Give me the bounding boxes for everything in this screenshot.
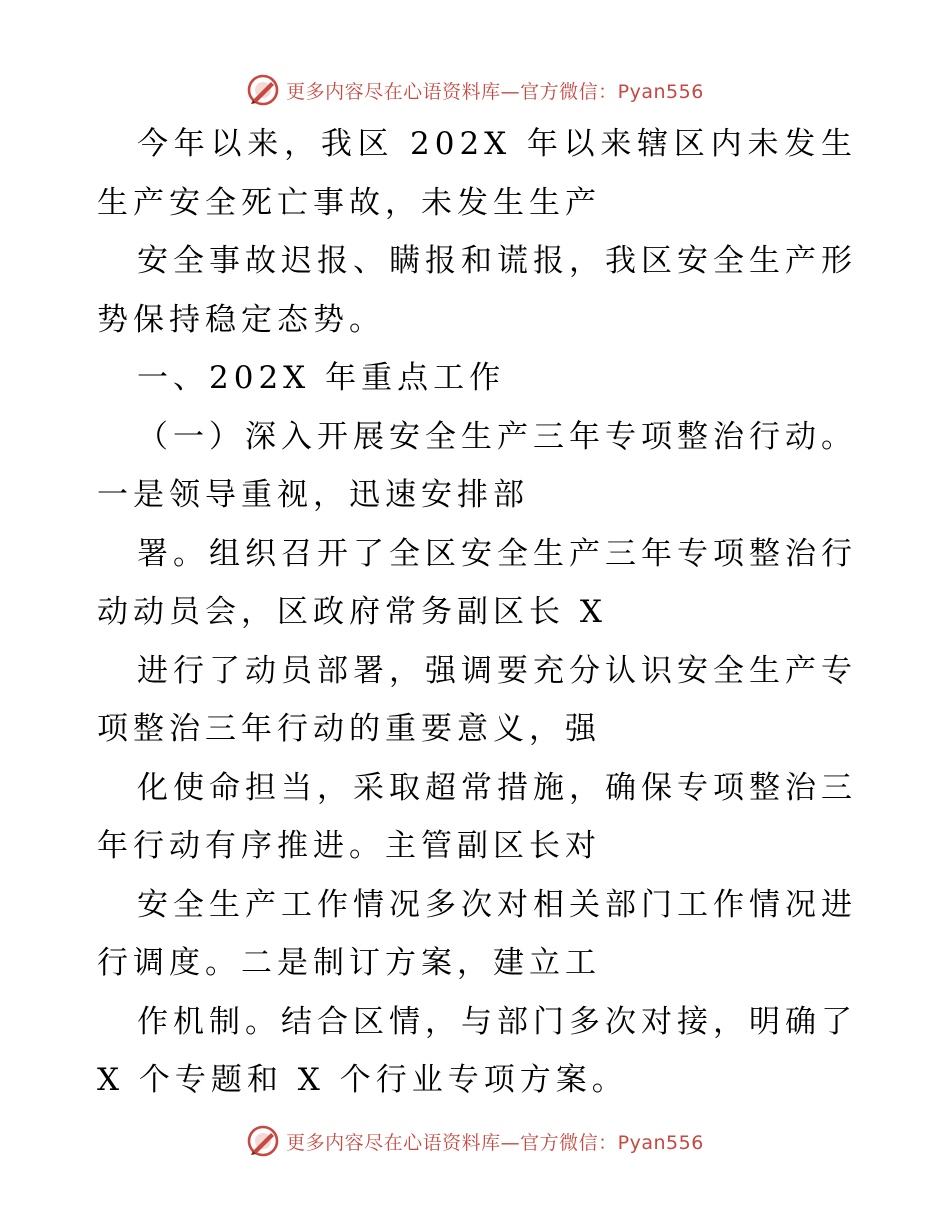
paragraph: 化使命担当，采取超常措施，确保专项整治三年行动有序推进。主管副区长对 — [97, 769, 857, 864]
paragraph: 作机制。结合区情，与部门多次对接，明确了 X 个专题和 X 个行业专项方案。 — [97, 1003, 857, 1098]
section-heading: 一、202X 年重点工作 — [137, 360, 506, 396]
watermark-footer — [0, 1121, 950, 1161]
watermark-text: 更多内容尽在心语资料库—官方微信：Pyan556 — [286, 80, 704, 103]
paragraph: 署。组织召开了全区安全生产三年专项整治行动动员会，区政府常务副区长 X — [97, 535, 857, 630]
paragraph: （一）深入开展安全生产三年专项整治行动。一是领导重视，迅速安排部 — [97, 418, 857, 513]
watermark-text: 更多内容尽在心语资料库—官方微信：Pyan556 — [286, 1131, 704, 1154]
watermark-header — [0, 70, 950, 110]
pen-logo-icon — [246, 73, 280, 107]
paragraph: 安全事故迟报、瞒报和谎报，我区安全生产形势保持稳定态势。 — [97, 243, 857, 338]
paragraph: 安全生产工作情况多次对相关部门工作情况进行调度。二是制订方案，建立工 — [97, 886, 857, 981]
paragraph: 进行了动员部署，强调要充分认识安全生产专项整治三年行动的重要意义，强 — [97, 652, 857, 747]
paragraph: 今年以来，我区 202X 年以来辖区内未发生生产安全死亡事故，未发生生产 — [97, 126, 857, 221]
pen-logo-icon — [246, 1124, 280, 1158]
document-body — [97, 115, 857, 1110]
